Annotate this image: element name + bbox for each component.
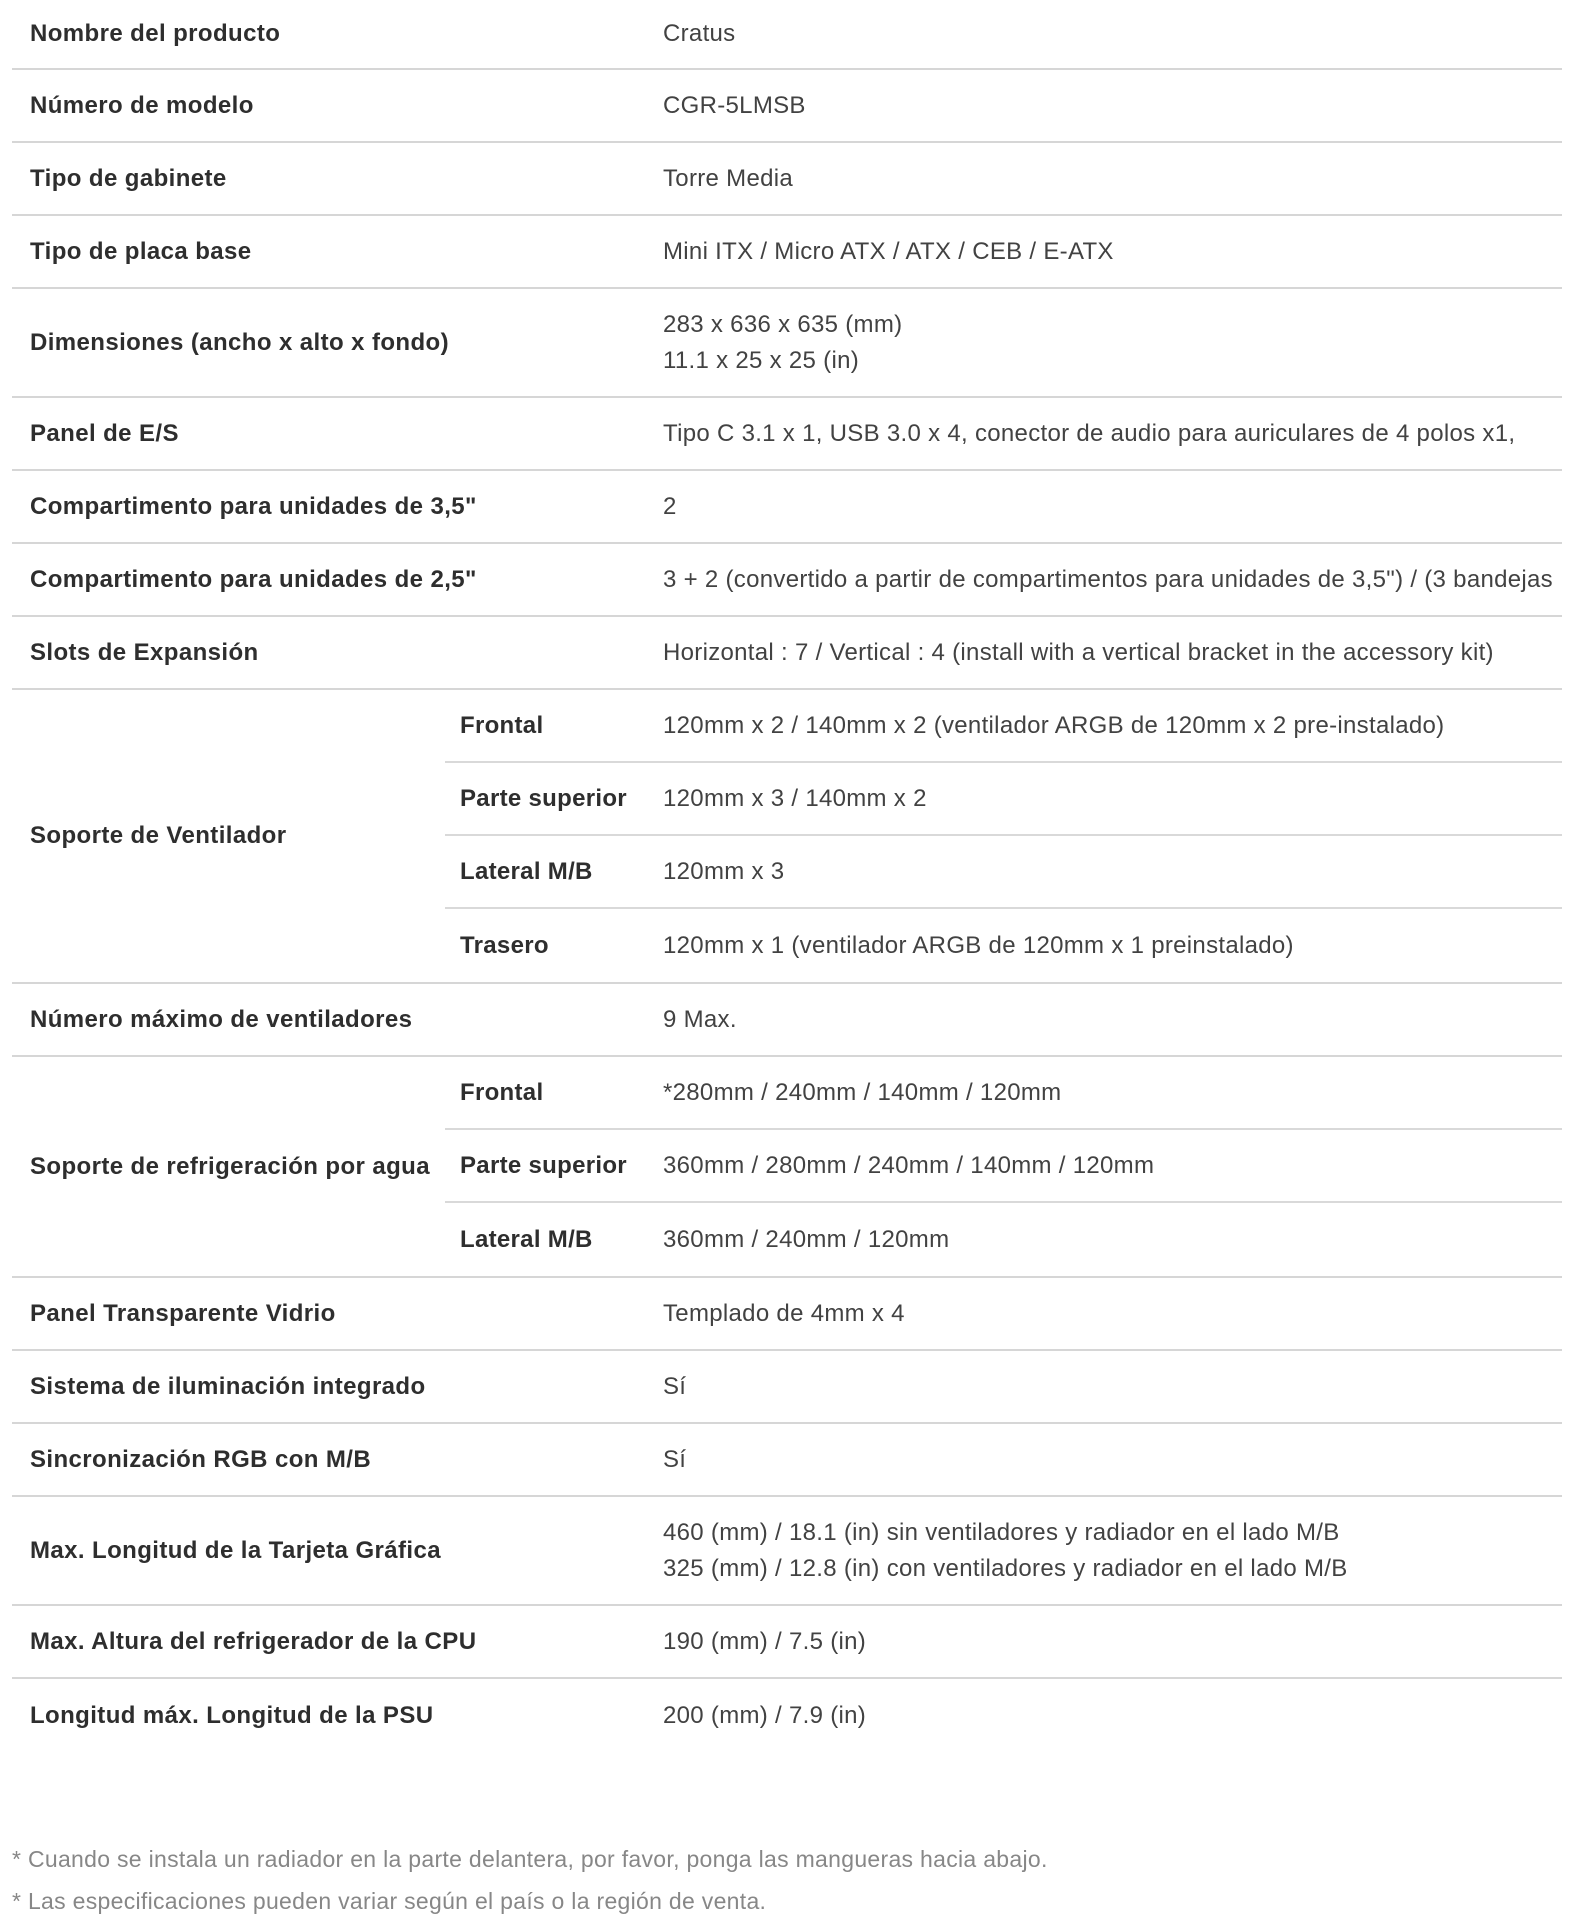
spec-value	[663, 566, 1562, 594]
spec-value-text: 2	[663, 492, 677, 520]
spec-value-text: Horizontal : 7 / Vertical : 4 (install with a vertical bracket in the accessory kit)	[663, 638, 1494, 666]
spec-subtable	[445, 690, 1562, 982]
spec-label: Slots de Expansión	[30, 638, 259, 666]
spec-subrow	[445, 1057, 1562, 1130]
spec-row	[12, 544, 1562, 617]
spec-row	[12, 690, 1562, 984]
spec-label: Compartimento para unidades de 3,5"	[30, 492, 477, 520]
spec-value-text: CGR-5LMSB	[663, 91, 806, 119]
spec-row	[12, 398, 1562, 471]
spec-subrow	[445, 1203, 1562, 1276]
footnote-region: * Las especificaciones pueden variar según el país o la región de venta.	[12, 1888, 767, 1914]
spec-value-text: Sí	[663, 1445, 687, 1473]
spec-subvalue	[663, 858, 1562, 886]
spec-sublabel: Lateral M/B	[460, 857, 593, 885]
spec-value-text: 9 Max.	[663, 1005, 737, 1033]
spec-subrow	[445, 909, 1562, 982]
spec-value	[663, 165, 1562, 193]
spec-subvalue-text: 360mm / 240mm / 120mm	[663, 1225, 950, 1253]
spec-row	[12, 984, 1562, 1057]
spec-sublabel: Lateral M/B	[460, 1225, 593, 1253]
spec-subvalue	[663, 932, 1562, 960]
spec-subvalue	[663, 785, 1562, 813]
spec-subtable	[445, 1057, 1562, 1276]
spec-value	[663, 493, 1562, 521]
spec-row	[12, 1351, 1562, 1424]
spec-label: Sistema de iluminación integrado	[30, 1372, 426, 1400]
spec-row	[12, 471, 1562, 544]
spec-label: Sincronización RGB con M/B	[30, 1445, 372, 1473]
spec-value-text: Torre Media	[663, 164, 794, 192]
spec-label: Longitud máx. Longitud de la PSU	[30, 1701, 434, 1729]
spec-row	[12, 1606, 1562, 1679]
spec-row	[12, 143, 1562, 216]
spec-value	[663, 238, 1562, 266]
spec-value	[663, 92, 1562, 120]
spec-value	[663, 307, 1562, 379]
spec-value	[663, 20, 1562, 48]
spec-subvalue	[663, 1152, 1562, 1180]
spec-subrow	[445, 763, 1562, 836]
spec-sublabel: Parte superior	[460, 1151, 627, 1179]
spec-label: Dimensiones (ancho x alto x fondo)	[30, 328, 449, 356]
spec-label: Tipo de gabinete	[30, 164, 227, 192]
spec-row	[12, 289, 1562, 398]
spec-value-text: 200 (mm) / 7.9 (in)	[663, 1701, 867, 1729]
footnotes	[12, 1838, 1570, 1922]
spec-value	[663, 1006, 1562, 1034]
spec-subrow	[445, 690, 1562, 763]
spec-value-text: 190 (mm) / 7.5 (in)	[663, 1627, 867, 1655]
spec-value-text: Mini ITX / Micro ATX / ATX / CEB / E-ATX	[663, 237, 1114, 265]
spec-label: Número máximo de ventiladores	[30, 1005, 413, 1033]
spec-value-text: Tipo C 3.1 x 1, USB 3.0 x 4, conector de audio para auriculares de 4 polos x1,	[663, 419, 1516, 447]
spec-row	[12, 216, 1562, 289]
spec-sublabel: Trasero	[460, 931, 549, 959]
spec-sublabel: Parte superior	[460, 784, 627, 812]
spec-value	[663, 1373, 1562, 1401]
footnote-radiator: * Cuando se instala un radiador en la parte delantera, por favor, ponga las mangueras hacia abajo.	[12, 1846, 1048, 1872]
spec-label: Max. Altura del refrigerador de la CPU	[30, 1627, 477, 1655]
spec-subvalue-text: 120mm x 2 / 140mm x 2 (ventilador ARGB de 120mm x 2 pre-instalado)	[663, 711, 1445, 739]
spec-sublabel: Frontal	[460, 711, 544, 739]
spec-value-text: Sí	[663, 1372, 687, 1400]
spec-row	[12, 1497, 1562, 1606]
spec-label: Número de modelo	[30, 91, 254, 119]
spec-subvalue-text: 360mm / 280mm / 240mm / 140mm / 120mm	[663, 1151, 1155, 1179]
spec-subrow	[445, 836, 1562, 909]
spec-subvalue	[663, 712, 1562, 740]
spec-label: Max. Longitud de la Tarjeta Gráfica	[30, 1536, 441, 1564]
spec-value	[663, 420, 1562, 448]
spec-row	[12, 1424, 1562, 1497]
spec-label: Tipo de placa base	[30, 237, 252, 265]
spec-subvalue	[663, 1079, 1562, 1107]
spec-subvalue-text: *280mm / 240mm / 140mm / 120mm	[663, 1078, 1062, 1106]
spec-table	[12, 0, 1562, 1752]
spec-value-text: Cratus	[663, 20, 736, 47]
spec-value-text: Templado de 4mm x 4	[663, 1299, 905, 1327]
spec-row	[12, 1278, 1562, 1351]
spec-row	[12, 0, 1562, 70]
spec-value-text: 325 (mm) / 12.8 (in) con ventiladores y radiador en el lado M/B	[663, 1554, 1348, 1582]
spec-value-text: 283 x 636 x 635 (mm)	[663, 310, 903, 338]
spec-subvalue-text: 120mm x 1 (ventilador ARGB de 120mm x 1 preinstalado)	[663, 931, 1294, 959]
spec-subrow	[445, 1130, 1562, 1203]
spec-label: Soporte de Ventilador	[30, 822, 287, 849]
spec-row	[12, 617, 1562, 690]
spec-sublabel: Frontal	[460, 1078, 544, 1106]
spec-row	[12, 1057, 1562, 1278]
spec-label: Compartimento para unidades de 2,5"	[30, 565, 477, 593]
spec-label: Panel Transparente Vidrio	[30, 1299, 336, 1327]
spec-value	[663, 1300, 1562, 1328]
spec-value-text: 3 + 2 (convertido a partir de compartimentos para unidades de 3,5") / (3 bandejas	[663, 565, 1553, 593]
spec-value	[663, 1702, 1562, 1730]
spec-subvalue	[663, 1226, 1562, 1254]
spec-value	[663, 1515, 1562, 1587]
spec-value-text: 460 (mm) / 18.1 (in) sin ventiladores y radiador en el lado M/B	[663, 1518, 1340, 1546]
spec-label: Panel de E/S	[30, 419, 179, 447]
spec-label: Soporte de refrigeración por agua	[30, 1152, 430, 1180]
spec-subvalue-text: 120mm x 3 / 140mm x 2	[663, 784, 927, 812]
spec-value	[663, 1628, 1562, 1656]
spec-row	[12, 1679, 1562, 1752]
spec-row	[12, 70, 1562, 143]
spec-value	[663, 639, 1562, 667]
spec-subvalue-text: 120mm x 3	[663, 857, 785, 885]
spec-label: Nombre del producto	[30, 20, 281, 47]
spec-value-text: 11.1 x 25 x 25 (in)	[663, 346, 860, 374]
spec-value	[663, 1446, 1562, 1474]
